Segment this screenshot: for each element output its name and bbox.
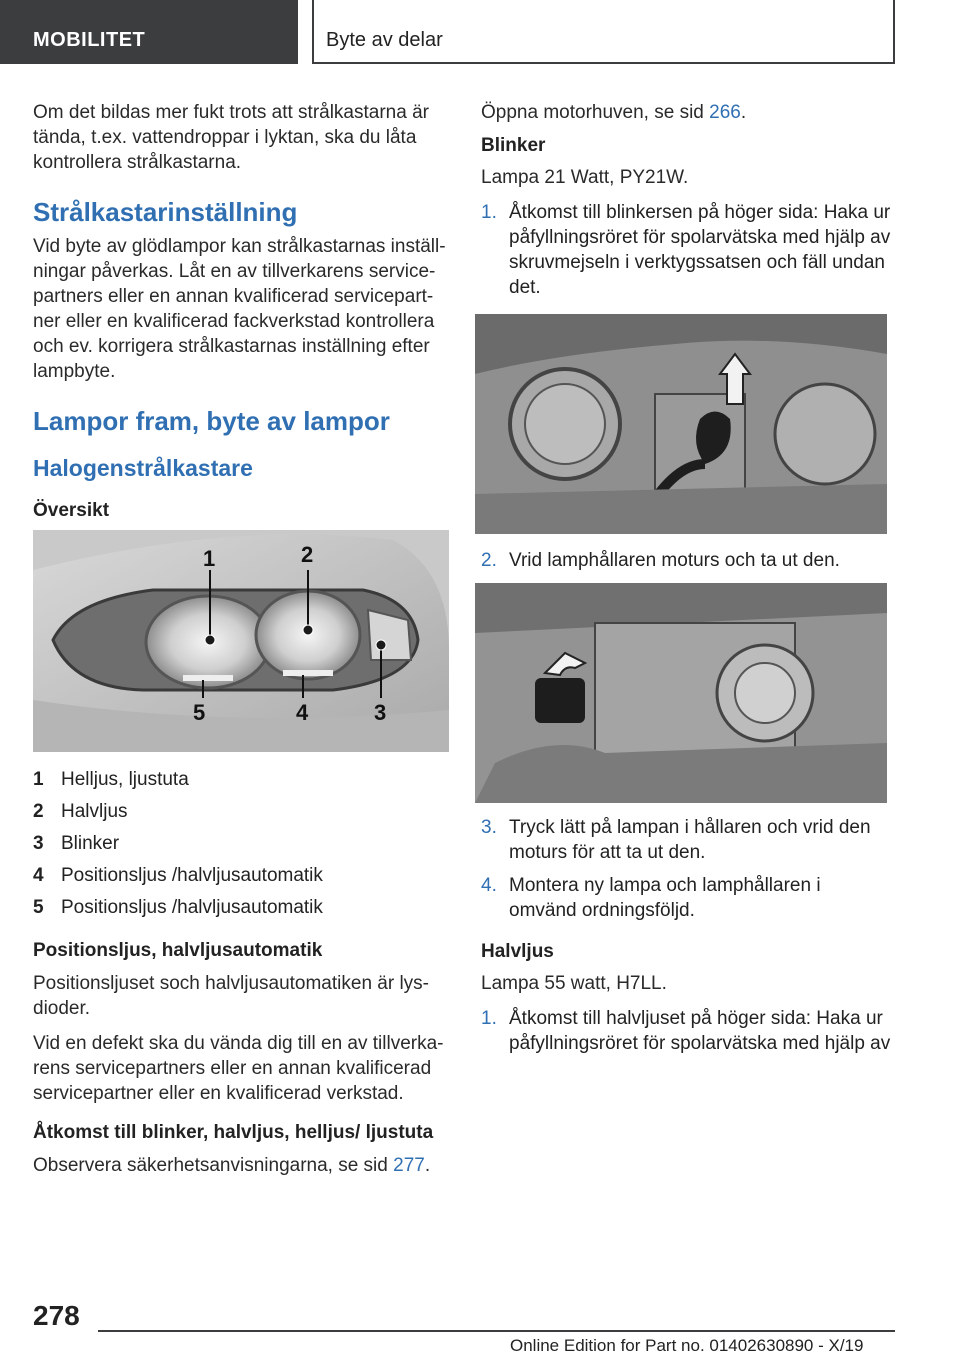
hood-text: Öppna motorhuven, se sid (481, 102, 710, 123)
step-text: Montera ny lampa och lamphållaren i omvänd ordningsföljd. (509, 875, 821, 921)
figure-label-2: 2 (301, 542, 314, 567)
legend-number: 5 (33, 897, 44, 918)
heading-position-lights: Positionsljus, halvljusautomatik (33, 940, 323, 961)
page-link-266[interactable]: 266 (709, 102, 741, 123)
heading-halogen: Halogenstrålkastare (33, 455, 253, 481)
step-text: Åtkomst till halvljuset på höger sida: Haka ur påfyllningsröret för spolarvätska med hjälp av (509, 1008, 891, 1054)
heading-headlight-adjustment: Strålkastarinställning (33, 197, 298, 227)
legend-number: 4 (33, 865, 44, 886)
legend-text: Helljus, ljustuta (61, 769, 189, 790)
step-text: Åtkomst till blinkersen på höger sida: Haka ur påfyllningsröret för spolarvätska med hjälp av skruvmejseln i verktygssatsen och fäll undan det. (509, 202, 891, 298)
chapter-tab: MOBILITET (0, 0, 298, 64)
heading-low-beam: Halvljus (481, 941, 554, 962)
step-number: 2. (481, 550, 497, 571)
legend-number: 1 (33, 769, 44, 790)
engine-bay-image-2 (475, 583, 887, 803)
intro-paragraph: Om det bildas mer fukt trots att strålkastarna är tända, t.ex. vattendroppar i lyktan, ska du låta kontrollera strålkastarna. (33, 102, 429, 173)
step-item (481, 1006, 893, 1056)
step-number: 1. (481, 1008, 497, 1029)
position-paragraph-2: Vid en defekt ska du vända dig till en av tillverka- rens servicepartners eller en annan kvalificerad servicepartner eller en kvalificerad verkstad. (33, 1033, 444, 1104)
step-text: Tryck lätt på lampan i hållaren och vrid den moturs för att ta ut den. (509, 817, 871, 863)
adjustment-paragraph: Vid byte av glödlampor kan strålkastarnas inställ- ningar påverkas. Låt en av tillverkarens service- partners eller en annan kvalificerad servicepart- ner eller en kvalificerad fackverkstad kontrollera och ev. korrigera strålkastarnas inställning efter lampbyte. (33, 236, 446, 382)
step-text: Vrid lamphållaren moturs och ta ut den. (509, 550, 840, 571)
hood-end: . (740, 102, 747, 123)
headlight-overview-image (33, 530, 449, 752)
edition-text: Online Edition for Part no. 01402630890 - X/19 (510, 1336, 864, 1355)
legend-text: Halvljus (61, 801, 128, 822)
legend-item (33, 860, 449, 892)
heading-front-lamps: Lampor fram, byte av lampor (33, 406, 390, 436)
figure-label-5: 5 (193, 700, 206, 725)
engine-bay-image-1 (475, 314, 887, 534)
low-beam-spec: Lampa 55 watt, H7LL. (481, 973, 667, 994)
blinker-steps-1 (481, 200, 893, 300)
access-paragraph (33, 1153, 449, 1178)
right-column (481, 100, 893, 1066)
footer-divider (98, 1330, 895, 1332)
figure-label-1: 1 (203, 546, 216, 571)
heading-access: Åtkomst till blinker, halvljus, helljus/ ljustuta (33, 1122, 434, 1143)
legend-item (33, 764, 449, 796)
legend-item (33, 828, 449, 860)
step-number: 1. (481, 202, 497, 223)
step-item (481, 200, 893, 300)
page-link-277[interactable]: 277 (393, 1155, 425, 1176)
legend-text: Positionsljus /halvljusautomatik (61, 865, 323, 886)
step-number: 4. (481, 875, 497, 896)
legend-text: Blinker (61, 833, 120, 854)
left-column (33, 100, 449, 1188)
blinker-spec: Lampa 21 Watt, PY21W. (481, 167, 689, 188)
section-title: Byte av delar (312, 0, 895, 64)
step-item (481, 548, 893, 573)
blinker-steps-2 (481, 548, 893, 573)
access-text: Observera säkerhetsanvisningarna, se sid (33, 1155, 394, 1176)
overview-legend (33, 764, 449, 924)
heading-blinker: Blinker (481, 135, 546, 156)
legend-text: Positionsljus /halvljusautomatik (61, 897, 323, 918)
position-paragraph-1: Positionsljuset soch halvljusautomatiken är lys- dioder. (33, 973, 430, 1019)
legend-item (33, 796, 449, 828)
hood-paragraph (481, 100, 893, 125)
figure-label-3: 3 (374, 700, 387, 725)
blinker-steps-3 (481, 815, 893, 923)
step-number: 3. (481, 817, 497, 838)
legend-number: 3 (33, 833, 44, 854)
step-item (481, 815, 893, 865)
legend-number: 2 (33, 801, 44, 822)
heading-overview: Översikt (33, 500, 110, 521)
figure-label-4: 4 (296, 700, 309, 725)
access-end: . (424, 1155, 431, 1176)
legend-item (33, 892, 449, 924)
low-beam-steps (481, 1006, 893, 1056)
step-item (481, 873, 893, 923)
page-number: 278 (33, 1300, 80, 1331)
